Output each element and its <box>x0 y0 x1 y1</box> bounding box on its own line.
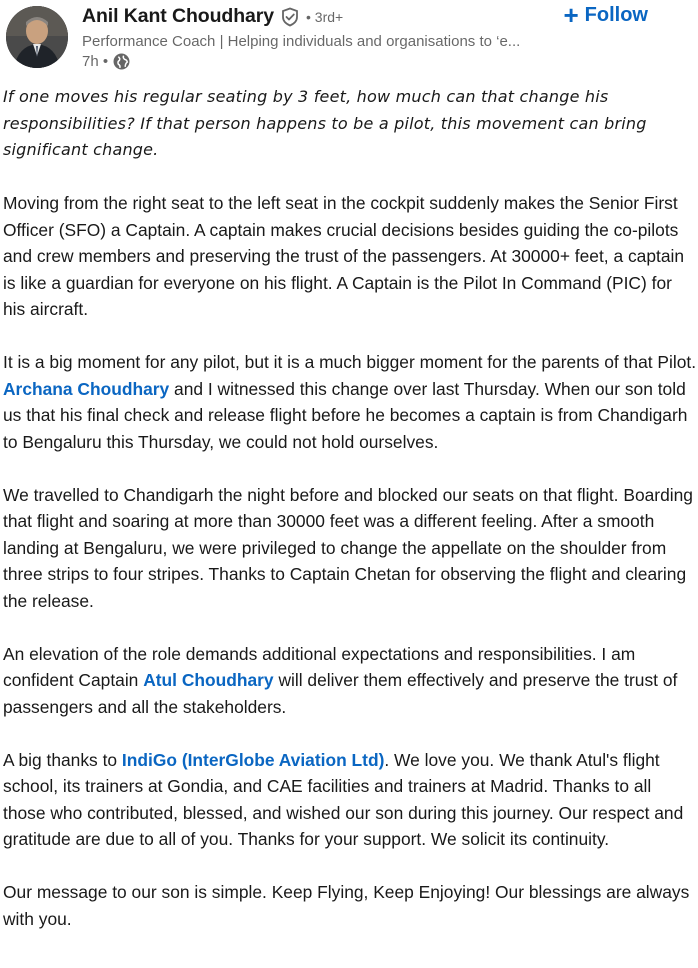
post-paragraph <box>3 641 698 721</box>
author-name[interactable]: Anil Kant Choudhary <box>82 5 275 27</box>
post-text: . We love you. We thank Atul's flight school, its trainers at Gondia, and CAE facilities and trainers at Madrid. Thanks to all those who contributed, blessed, and wished our son during this journey. Our respect and gratitude are due to all of you. Thanks for your support. We solicit its continuity. <box>3 749 684 849</box>
mention-link-indigo[interactable]: IndiGo (InterGlobe Aviation Ltd) <box>121 749 385 770</box>
post-text: will deliver them effectively and preserve the trust of passengers and all the stakeholders. <box>3 670 678 717</box>
avatar[interactable] <box>6 6 68 68</box>
post-paragraph: Moving from the right seat to the left seat in the cockpit suddenly makes the Senior First Officer (SFO) a Captain. A captain makes crucial decisions besides guiding the co-pilots and crew members and preserving the trust of the passengers. At 30000+ feet, a captain is like a guardian for everyone on his flight. A Captain is the Pilot In Command (PIC) for his aircraft. <box>3 193 685 319</box>
post-time: 7h • <box>82 53 109 70</box>
post-paragraph-intro: If one moves his regular seating by 3 feet, how much can that change his responsibilities? If that person happens to be a pilot, this movement can bring significant change. <box>3 87 647 159</box>
post-paragraph <box>3 349 698 455</box>
mention-link-archana[interactable]: Archana Choudhary <box>3 378 170 399</box>
post-paragraph <box>3 747 698 853</box>
follow-button[interactable] <box>563 2 648 28</box>
connection-degree: • 3rd+ <box>306 8 344 25</box>
author-line <box>82 5 343 28</box>
mention-link-atul[interactable]: Atul Choudhary <box>143 670 274 690</box>
post-text: and I witnessed this change over last Thursday. When our son told us that his final check and release flight before he becomes a captain is from Chandigarh to Bengaluru this Thursday, we could not hold ourselves. <box>3 378 688 452</box>
post-header <box>0 0 698 78</box>
post-paragraph: We travelled to Chandigarh the night before and blocked our seats on that flight. Boarding that flight and soaring at more than 30000 feet was a different feeling. After a smooth landing at Bengaluru, we were privileged to change the appellate on the shoulder from three strips to four stripes. Thanks to Captain Chetan for observing the flight and clearing the release. <box>3 484 693 611</box>
globe-icon <box>113 53 130 70</box>
plus-icon: + <box>563 0 579 30</box>
post-text: A big thanks to <box>3 749 122 770</box>
post-paragraph: Our message to our son is simple. Keep Flying, Keep Enjoying! Our blessings are always with you. <box>3 882 690 929</box>
post-text: It is a big moment for any pilot, but it is a much bigger moment for the parents of that Pilot. <box>3 352 697 372</box>
post-body <box>3 84 698 959</box>
avatar-image <box>6 6 68 68</box>
post-text: An elevation of the role demands additional expectations and responsibilities. I am confident Captain <box>3 643 636 690</box>
author-headline: Performance Coach | Helping individuals and organisations to ‘e... <box>82 33 521 50</box>
post-meta <box>82 53 130 70</box>
follow-label: Follow <box>584 3 648 26</box>
verified-shield-icon <box>280 7 300 27</box>
